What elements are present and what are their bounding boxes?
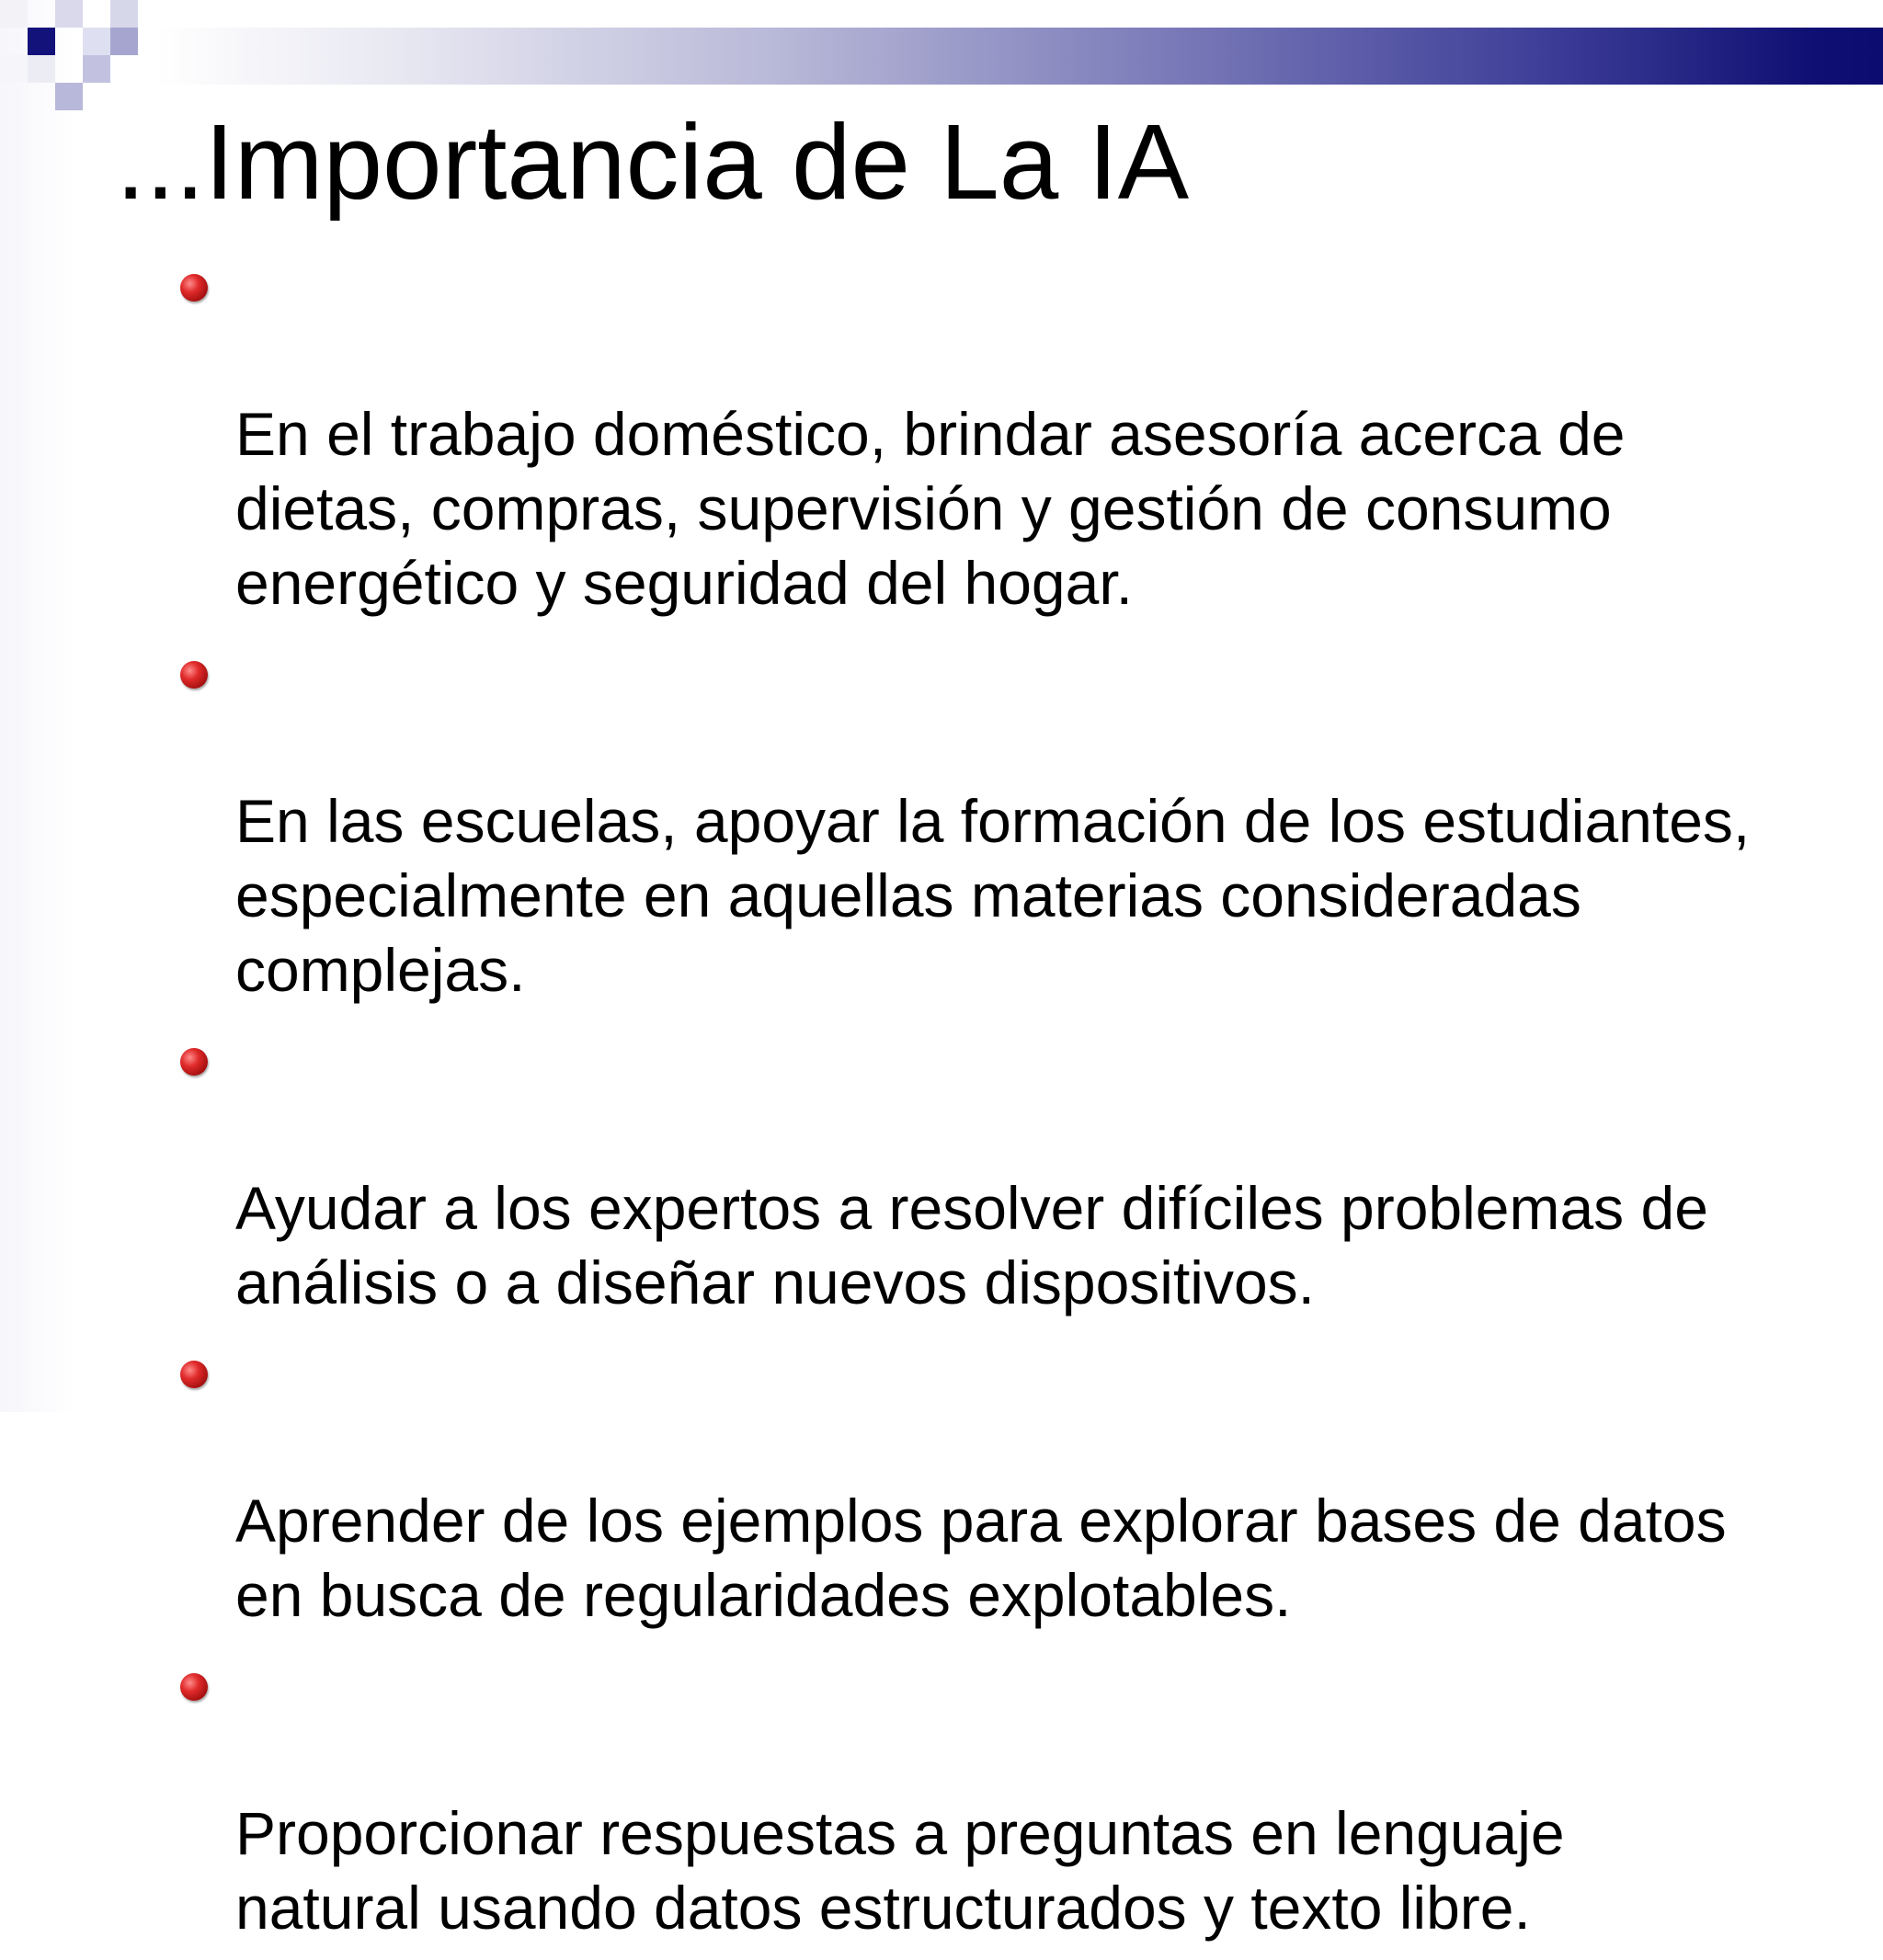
bullet-text: Proporcionar respuestas a preguntas en lenguaje natural usando datos estructurados y texto libre. (235, 1799, 1565, 1942)
red-sphere-bullet-icon (180, 1361, 208, 1388)
decorative-square (0, 55, 28, 83)
decorative-square (83, 55, 110, 83)
bullet-item (180, 248, 1826, 621)
slide-title: ...Importancia de La IA (116, 102, 1190, 222)
decorative-square (110, 28, 138, 55)
bullet-list (180, 248, 1826, 1960)
decorative-square (28, 28, 55, 55)
decorative-square (28, 55, 55, 83)
bullet-text: En el trabajo doméstico, brindar asesoría acerca de dietas, compras, supervisión y gestión de consumo energético y seguridad del hogar. (235, 400, 1626, 617)
bullet-item (180, 1022, 1826, 1320)
bullet-text: En las escuelas, apoyar la formación de los estudiantes, especialmente en aquellas materias consideradas complejas. (235, 787, 1751, 1004)
red-sphere-bullet-icon (180, 1048, 208, 1076)
decorative-square (0, 0, 28, 28)
decorative-square (110, 0, 138, 28)
bullet-text: Aprender de los ejemplos para explorar bases de datos en busca de regularidades explotables. (235, 1487, 1727, 1629)
red-sphere-bullet-icon (180, 661, 208, 689)
bullet-item (180, 635, 1826, 1008)
bullet-item (180, 1647, 1826, 1945)
bullet-item (180, 1335, 1826, 1633)
red-sphere-bullet-icon (180, 1673, 208, 1701)
top-gradient-bar (156, 28, 1883, 85)
decorative-square (83, 28, 110, 55)
bullet-text: Ayudar a los expertos a resolver difíciles problemas de análisis o a diseñar nuevos dispositivos. (235, 1174, 1708, 1316)
decorative-square (55, 83, 83, 110)
decorative-square (55, 0, 83, 28)
red-sphere-bullet-icon (180, 274, 208, 302)
